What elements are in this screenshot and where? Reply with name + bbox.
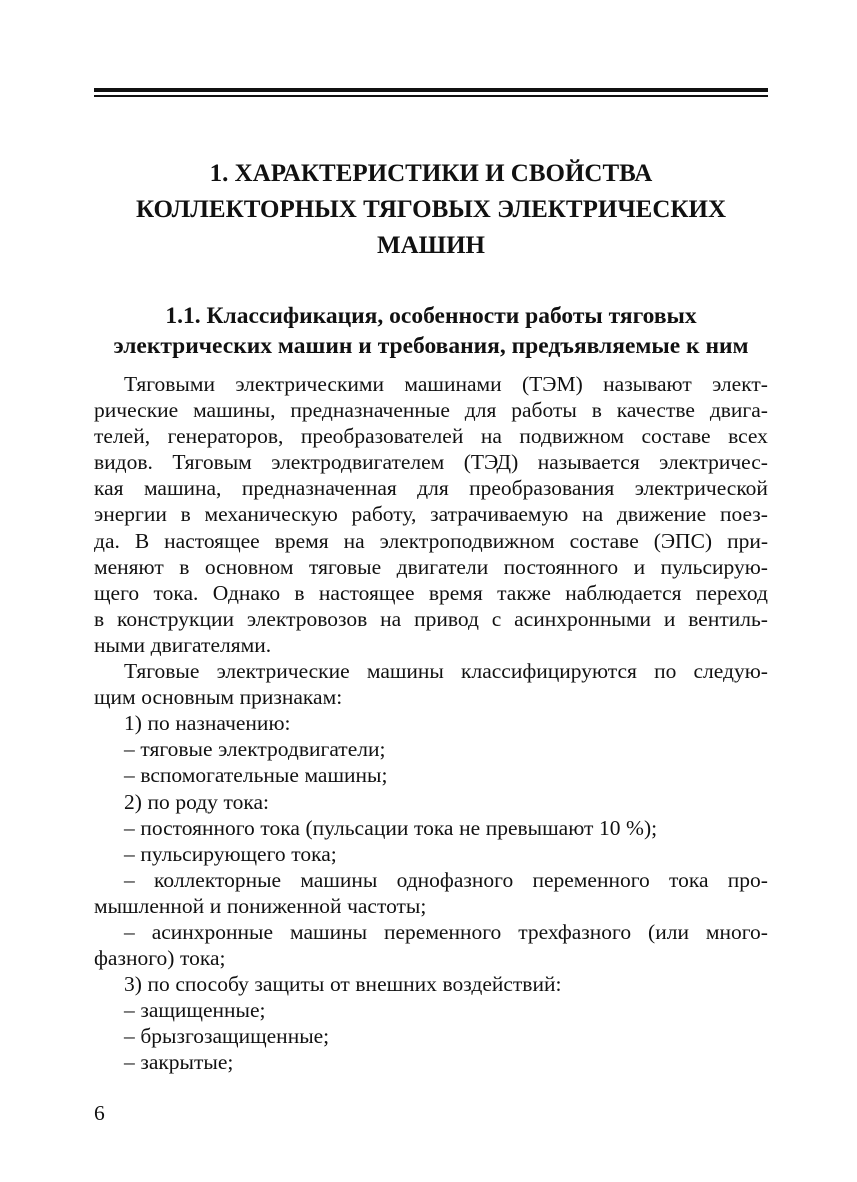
text-line: видов. Тяговым электродвигателем (ТЭД) называется электричес- (94, 450, 768, 475)
text-line: меняют в основном тяговые двигатели постоянного и пульсирую- (94, 554, 768, 579)
list-item: – защищенные; (124, 998, 266, 1023)
page-number: 6 (94, 1101, 105, 1125)
list-item: – закрытые; (124, 1050, 234, 1075)
list-item: – асинхронные машины переменного трехфазного (или много- (124, 919, 768, 944)
section-title-line: электрических машин и требования, предъявляемые к ним (113, 333, 749, 359)
text-line: да. В настоящее время на электроподвижном составе (ЭПС) при- (94, 528, 768, 553)
text-line: телей, генераторов, преобразователей на подвижном составе всех (94, 424, 768, 449)
list-item: – тяговые электродвигатели; (124, 737, 386, 762)
list-item: – вспомогательные машины; (124, 763, 388, 788)
chapter-title-line: КОЛЛЕКТОРНЫХ ТЯГОВЫХ ЭЛЕКТРИЧЕСКИХ (135, 196, 727, 223)
section-title-line: 1.1. Классификация, особенности работы тяговых (165, 303, 697, 329)
text-line: в конструкции электровозов на привод с асинхронными и вентиль- (94, 606, 768, 631)
body-text (94, 371, 768, 1076)
text-line: ными двигателями. (94, 632, 272, 657)
header-rule-thick (94, 88, 768, 92)
chapter-title-line: МАШИН (377, 232, 485, 259)
text-line: щего тока. Однако в настоящее время также наблюдается переход (94, 580, 768, 605)
text-line: щим основным признакам: (94, 685, 343, 710)
text-line: рические машины, предназначенные для работы в качестве двига- (94, 398, 768, 423)
text-line: кая машина, предназначенная для преобразования электрической (94, 476, 768, 501)
text-line: Тяговые электрические машины классифицируются по следую- (124, 659, 768, 684)
chapter-title (94, 156, 768, 264)
list-heading: 1) по назначению: (124, 711, 291, 736)
text-line: энергии в механическую работу, затрачиваемую на движение поез- (94, 502, 768, 527)
chapter-title-line: 1. ХАРАКТЕРИСТИКИ И СВОЙСТВА (209, 160, 653, 187)
list-item-continuation: мышленной и пониженной частоты; (94, 893, 427, 918)
header-rule-thin (94, 95, 768, 97)
list-item: – брызгозащищенные; (124, 1024, 330, 1049)
text-line: Тяговыми электрическими машинами (ТЭМ) называют элект- (124, 372, 768, 396)
list-heading: 2) по роду тока: (124, 789, 269, 814)
list-item: – коллекторные машины однофазного переменного тока про- (124, 867, 768, 892)
list-item: – пульсирующего тока; (124, 841, 337, 866)
section-title (94, 301, 768, 361)
list-heading: 3) по способу защиты от внешних воздействий: (124, 972, 562, 997)
list-item: – постоянного тока (пульсации тока не превышают 10 %); (124, 815, 658, 840)
list-item-continuation: фазного) тока; (94, 946, 226, 971)
